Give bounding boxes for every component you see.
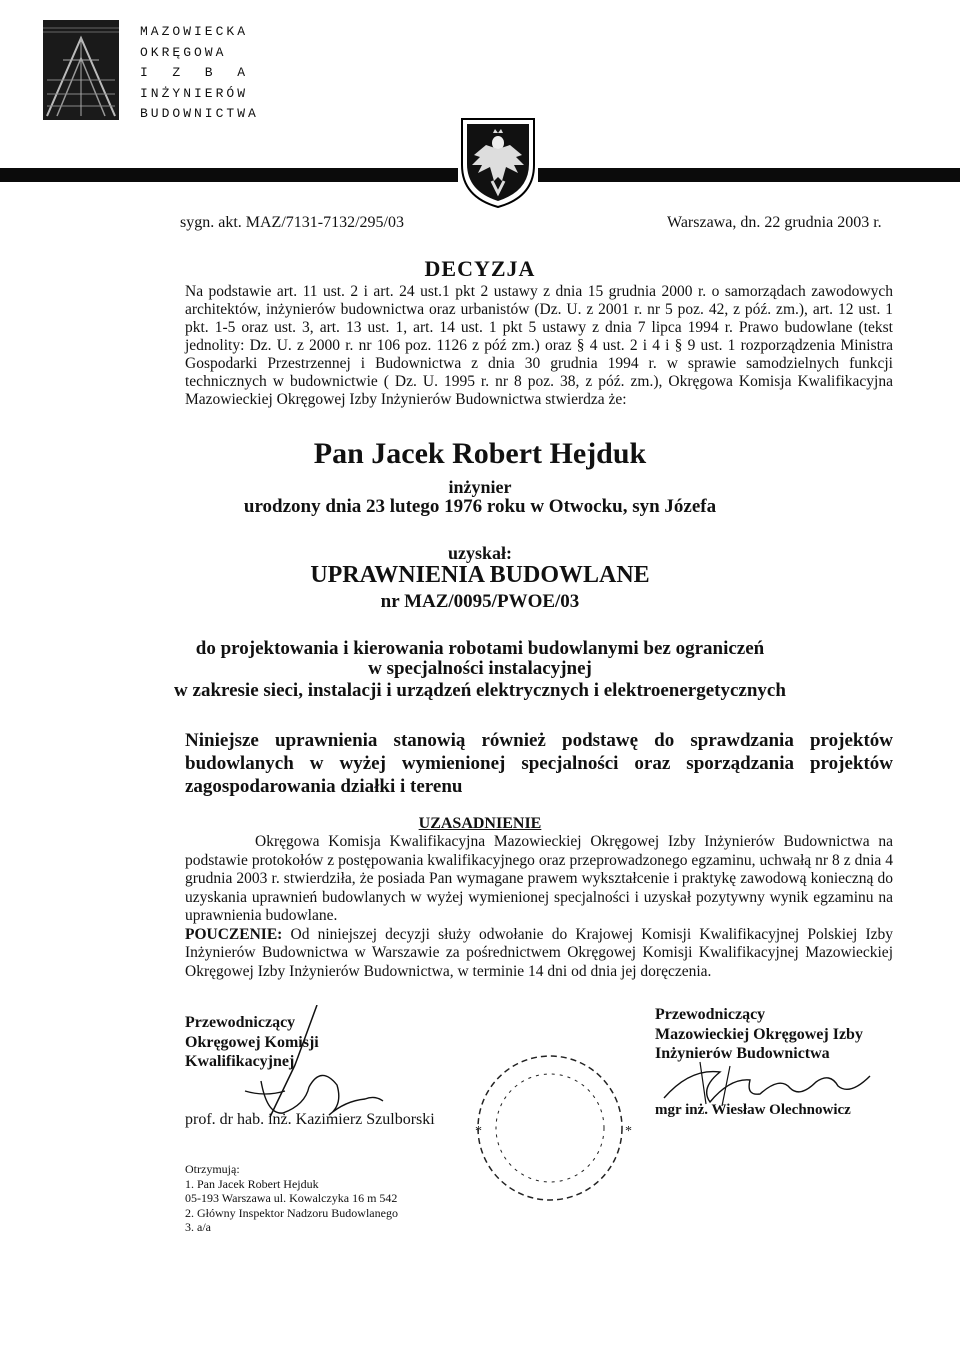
chamber-name-line: BUDOWNICTWA bbox=[140, 106, 259, 121]
notice-label: POUCZENIE: bbox=[185, 925, 283, 943]
document-date: Warszawa, dn. 22 grudnia 2003 r. bbox=[667, 214, 882, 231]
svg-text:*: * bbox=[625, 1124, 632, 1139]
left-signatory-line: Okręgowej Komisji bbox=[185, 1033, 319, 1051]
left-signature-icon bbox=[225, 1005, 425, 1125]
chamber-name bbox=[140, 22, 259, 125]
obtained-label: uzyskał: bbox=[447, 543, 512, 563]
right-signatory-line: Mazowieckiej Okręgowej Izby bbox=[655, 1025, 863, 1043]
decision-title: DECYZJA bbox=[424, 256, 536, 281]
chamber-name-line: OKRĘGOWA bbox=[140, 44, 227, 60]
recipient-line: 2. Główny Inspektor Nadzoru Budowlanego bbox=[185, 1205, 398, 1220]
permission-title: UPRAWNIENIA BUDOWLANE bbox=[310, 562, 650, 588]
justification-title: UZASADNIENIE bbox=[418, 815, 542, 832]
scope-line: w specjalności instalacyjnej bbox=[368, 658, 592, 679]
right-signatory-line: Inżynierów Budownictwa bbox=[655, 1045, 830, 1062]
right-signatory-line: Przewodniczący bbox=[655, 1006, 766, 1023]
legal-basis: Na podstawie art. 11 ust. 2 i art. 24 ust.1 pkt 2 ustawy z dnia 15 grudnia 2000 r. o samorządach zawodowych architektów, inżynierów budownictwa oraz urbanistów (Dz. U. z 2001 r. nr 5 poz. 42, z póź. zm.), art. 12 ust. 1 pkt. 1-5 oraz ust. 3, art. 13 ust. 1, art. 14 ust. 1 pkt 5 ustawy z dnia 7 lipca 1994 r. Prawo budowlane (tekst jednolity: Dz. U. z 2000 r. nr 106 poz. 1126 z póź zm.) oraz § 4 ust. 2 i 4 i § 9 ust. 1 rozporządzenia Ministra Gospodarki Przestrzennej i Budownictwa z dnia 30 grudnia 1994 r. w sprawie samodzielnych funkcji technicznych w budownictwie ( Dz. U. 1995 r. nr 8 poz. 38, z póź. zm.), Okręgowa Komisja Kwalifikacyjna Mazowieckiej Okręgowej Izby Inżynierów Budownictwa stwierdza że: bbox=[185, 283, 893, 408]
person-degree: inżynier bbox=[448, 477, 512, 497]
permission-number: nr MAZ/0095/PWOE/03 bbox=[380, 591, 580, 612]
chamber-name-line: I Z B A bbox=[140, 65, 249, 80]
right-signature-icon bbox=[660, 1058, 875, 1108]
left-signatory-line: Kwalifikacyjnej bbox=[185, 1053, 295, 1070]
right-signatory-title bbox=[655, 1005, 863, 1064]
svg-text:*: * bbox=[475, 1124, 482, 1139]
official-stamp-icon bbox=[455, 1040, 660, 1215]
scope-line: w zakresie sieci, instalacji i urządzeń elektrycznych i elektroenergetycznych bbox=[174, 680, 786, 701]
birth-info: urodzony dnia 23 lutego 1976 roku w Otwocku, syn Józefa bbox=[243, 496, 717, 517]
recipient-line: 05-193 Warszawa ul. Kowalczyka 16 m 542 bbox=[185, 1191, 398, 1205]
left-signatory-name: prof. dr hab. inż. Kazimierz Szulborski bbox=[185, 1111, 435, 1128]
extra-scope: Niniejsze uprawnienia stanowią również podstawę do sprawdzania projektów budowlanych w wyżej wymienionej specjalności oraz sporządzania projektów zagospodarowania działki i terenu bbox=[185, 730, 893, 797]
eagle-emblem-icon bbox=[458, 115, 538, 209]
left-signatory-line: Przewodniczący bbox=[185, 1014, 296, 1031]
recipient-line: 1. Pan Jacek Robert Hejduk bbox=[185, 1176, 319, 1191]
right-signatory-name: mgr inż. Wiesław Olechnowicz bbox=[655, 1102, 851, 1118]
chamber-name-line: INŻYNIERÓW bbox=[140, 85, 249, 101]
recipient-line: 3. a/a bbox=[185, 1220, 211, 1234]
recipients bbox=[185, 1162, 398, 1235]
chamber-logo bbox=[43, 20, 119, 120]
notice-text: Od niniejszej decyzji służy odwołanie do Krajowej Komisji Kwalifikacyjnej Polskiej Izby Inżynierów Budownictwa w Warszawie za pośrednictwem Okręgowej Komisji Kwalifikacyjnej Mazowieckiej Okręgowej Izby Inżynierów Budownictwa, w terminie 14 dni od dnia jej doręczenia. bbox=[185, 925, 894, 980]
justification-text: Okręgowa Komisja Kwalifikacyjna Mazowieckiej Okręgowej Izby Inżynierów Budownictwa na podstawie protokołów z postępowania kwalifikacyjnego oraz przeprowadzonego egzaminu, uchwałą nr 8 z dnia 4 grudnia 2003 r. stwierdziła, że posiada Pan wymagane prawem wykształcenie i praktykę zawodową konieczną do uzyskania uprawnień budowlanych w wyżej wymienionej specjalności i uzyskał pozytywny wynik egzaminu na uprawnienia budowlane. bbox=[185, 833, 893, 924]
case-number: sygn. akt. MAZ/7131-7132/295/03 bbox=[180, 214, 404, 231]
person-name: Pan Jacek Robert Hejduk bbox=[313, 437, 647, 470]
justification-body bbox=[185, 833, 893, 981]
notice bbox=[185, 926, 893, 982]
recipients-label: Otrzymują: bbox=[185, 1162, 240, 1176]
scope-line: do projektowania i kierowania robotami budowlanymi bez ograniczeń bbox=[195, 638, 765, 659]
chamber-name-line: MAZOWIECKA bbox=[140, 24, 249, 39]
